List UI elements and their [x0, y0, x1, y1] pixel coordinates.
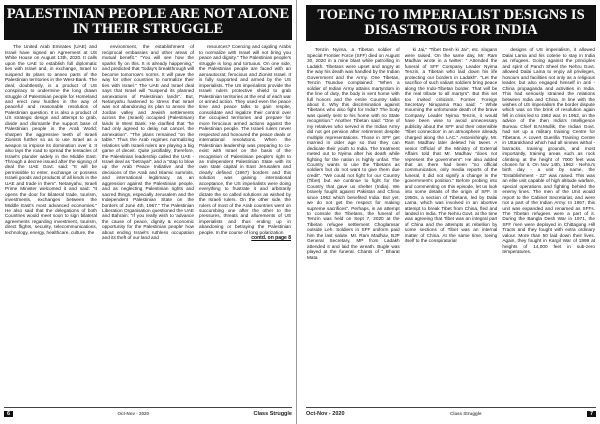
right-columns [302, 47, 600, 414]
left-masthead: Class Struggle [253, 410, 292, 417]
right-page-number: 7 [587, 411, 596, 417]
left-columns [0, 44, 296, 411]
right-column-2-text: ki Jai," "Tibet Desh ki Jai", etc. slogans were raised. On the same day, Mr. Ram Madhav wrote in a twitter: " Attended the funeral of SFF Company Leader Nyima Tenzin, a Tibetan who laid down his life protecting our borders in Ladakh". "Let the sacrifice of such valiant soldiers bring peace along the Indo-Tibetan border. That will be the real tribute to all martyrs". But this set too invited criticism. Former Foreign Secretary Nirupama Rao said: " While mourning the unfortunate death of the brave Company Leader Nyima Tenzin, it would have been wise to avoid unnecessary publicity about the SFF and their ostensible 'Tibet connection' in an atmosphere already charged along the LAC." Astonishingly, Mr. Ram Madhav later deleted his tweet. A senior Official of the Ministry of External Affairs told that Mr. Madhav "does not represent the government". He also added that as there had been "no official communication, only media reports of the funeral, it did not signify a change in the government's position." Before probing into and commenting on this episode, let us look into some details of the origin of SFF. In 1950s, a section of Tibetans, led by Dalai Lama, which was involved in an abortive attempt to break Tibet from China, fled and landed in India. The Nehru Govt. at the time was agreeing that Tibet was an integral part of China and the attempts at rebellion by some sections of Tibet was an internal matter of China. At the same time, toeing itself to the conspiratorial [404, 47, 498, 244]
right-column-1 [307, 47, 400, 414]
right-headline: TOEING TO IMPERIALIST DESIGNS IS DISASTROUS FOR INDIA [306, 5, 596, 41]
continued-note: contd. on page 8 [251, 235, 291, 242]
right-column-1-text: Tenzin Nyima, a Tibetan soldier of Special Frontier Force (SFF) died on August 30, 2020 in a mine blast while patrolling in Ladakh. Tibetans were upset and angry at the way his death was handled by the Indian Government and the Army. One Tibetan, Tenzin Tsundue complained: "When a soldier of Indian Army attains martyrdom in the line of duty, the body is sent home with full honors and the entire Country talks about it. Why this discrimination against Tibetans who also fight for India? The body was quietly sent to his home with no State recognition." Another Tibetan said: "One of my relatives who served in the Indian Army did not get pension after retirement despite multiple representations. Those in SFF get married in older age so that they can dedicate their youth to India. The treatment meted out to Nyima after his death while fighting for the nation is highly unfair. The Country wants to use the Tibetans as soldiers but do not want to give them due credit". "We could not fight for our Country (Tibet) but we continue to fight for the Country that gave us shelter (India). We bravely fought against Pakistan and China since 1962 which benefited India. But yet, we do not get the respect for making supreme sacrifices". Perhaps, in an attempt to console the Tibetans, the funeral of Tenzin was held on Sept 7, 2020 at the Tibetan refugee settlement Choglamsar outside Leh. Soldiers in SFF uniform paid him the last salute. Mr. Ram Madhav, BJP General Secretary, MP from Ladakh attended it and laid the wreath. Bugle was played at the funeral. Chants of " Bharat Mata [307, 47, 400, 260]
right-issue-date: Oct-Nov - 2020 [306, 410, 345, 417]
right-column-2 [405, 47, 498, 414]
left-column-2-text: environment, the establishment of reciprocal embassies and other areas of mutual benefit." "You will see how the sparks fly on this. It is already happening," and predicted that "today's breakthrough will become tomorrow's norms. It will pave the way for other countries to normalize their ties with Israel." The UAE and Israel deal says that Israel will "suspend its planned annexations of Palestinian lands". But, Netanyahu hastened to stress that Israel was not abandoning its plan to annex the Jordan valley and Jewish settlements across the (Israeli) occupied (Palestinian) lands in West Bank. He clarified that "he had only agreed to delay not cancel, the annexation". "The plans remained "on the table." Thus the Arab regimes normalizing relations with Israeli rulers are playing a big game of deceit. Quite justifiably, therefore, the Palestinian leadership called the UAE - Israel deal as "betrayal", and a "stap to blow up the Arab Peace Initiative and the decisions of the Arab and Islamic summits, and international legitimacy, as an aggression against the Palestinian people, and as neglecting Palestinian rights and sacred things, especially Jerusalem and the Independent Palestinian State on the borders of June 4th, 1967." The Palestinian Liberation Organisation questioned the UAE and Bahrain: "If you really wish to 'advance the cause of peace, dignity & economic opportunity for the Palestinian people' how about ending Israel's ruthless occupation and its theft of our land and [102, 44, 194, 241]
right-footer [306, 407, 596, 418]
right-masthead: Class Struggle [449, 411, 482, 416]
left-column-3-text: resources? Coercing and cajoling Arabs to normalize with Israel will not bring you peace and dignity." The Palestinian people's struggle is long and tortuous. On one side, the Palestinian people are faced with an aeroautocrat, ferocious and Zionist Israel. It is fully supported and armed by the US imperialists. The US imperialists provide the Israeli rulers protective shield to grab Palestinian territories at the end of each war or armed action. They used even the peace time and peace talks to gain respite, consolidate and legalize their control over the occupied territories and prepare for more ferocious armed actions against the Palestinian people. The Israeli rulers never respected and honoured the peace deals or international resolutions. When the Palestinian leadership was preparing to co-exist with Israel on the basis of the recognition of Palestinian people's right to an Independent Palestinian State with its own state capital in East Jerusalem and clearly defined (1967) borders and this solution was gaining international acceptance, the US imperialists were doing everything to frustrate it and arbitrarily dictate the so called solutions as wished by the Israeli rulers. On the other side, the rulers of most of the Arab countries went on succumbing one after the other to the pressures, threats and allurements of US imperialists and thus ending up in abandoning or betraying the Palestinian people. In the course of long polarization [199, 44, 291, 235]
right-page [302, 0, 600, 424]
left-page-number: 6 [4, 411, 13, 417]
left-column-3 [199, 44, 291, 411]
left-column-2 [102, 44, 194, 411]
left-issue-date: Oct-Nov - 2020 [117, 411, 150, 416]
left-column-1-text: The United Arab Emirates (UAE) and Israel have signed an Agreement at US White House on August 13th, 2020. It calls upon the UAE to establish full diplomatic ties with Israel and, in exchange, Israel to suspend its plans to annex parts of the Palestinian territories in the West-Bank. The deal, doubtlessly, is a product of US conspiracy to undermine the long drawn struggle of Palestinian people for Homeland and erect new hurdles in the way of peaceful and reasonable resolution of Palestinian question. It is also a product of US strategic design and attempt to grab, divide and dismantle the support base of Palestinian people in the Arab World; sharpen the aggressive teeth of Israeli Zionists further so as to use Israel as a weapon to impose its domination over it. It also lays the road to spread the tentacles of Israel's plunder widely in the Middle East. Through a decree issued after the signing of deal the UAE Govt. said: "It will be permissible to enter, exchange or possess Israeli goods and products of all kinds in the UAE and trade in them". Netanyahu, Israeli Prime Minister welcomed it and said: "It opens the door for bilateral trade, tourism, investments, exchanges between the Middle East's most advanced economies." He also said that the delegations of both Countries would meet soon to sign bilateral agreements regarding investment, tourism, direct flights, security, telecommunications, technology, energy, healthcare, culture, the [5, 44, 97, 235]
left-footer [4, 407, 292, 418]
right-column-3 [502, 47, 595, 414]
left-page [0, 0, 297, 424]
left-headline: PALESTINIAN PEOPLE ARE NOT ALONE IN THEIR STRUGGLE [4, 5, 292, 40]
right-column-3-text: designs of US imperialism, it allowed Dalai Lama and his coterie to stay in India as refugees. Going against the principles and spirit of Panch Sheel the Nehru Govt. allowed Dalai Lama to enjoy all privileges, honours and facilities not only as a religious leader, but also engaged himself in anti - China propaganda and activities in India. This had seriously strained the relations between India and China. In line with the wishes of US imperialism the border dispute which was on the brink of resolution again fell in crisis led to 1962 war. In 1962, on the advice of the then India's Intelligence Bureau Chief B.N.Mullik, the Indian Govt. had set up a military training Centre for Tibetans. A covert Guerilla Training Centre in Uttarakhand which had all sinews withal - barracks, training grounds, and most importantly, training areas such as rock climbing at the height of 7000 feet was chosen for it. On Nov 14th, 1962 - Nehru's birth day - a unit by name, the "Establishment - 22" was raised. This was an elite unit capable of high altitude warfare, special operations and fighting behind the enemy lines. The men of the Unit would report to the Cabinet Secretariat, and were not a part of the Indian Army. In 1967, this unit was expanded and renamed as SFFs. The Tibetan refugees were a part of it. During the Bangla Desh War in 1971, the SFF men were deployed in Chittagong Hill Tracts and they fought with extra ordinary valour. More than 50 laid down their lives. Again, they fought in Kargil War of 1999 at heights of 14,000 feet in sub-zero temperatures. [502, 47, 596, 255]
left-column-1 [5, 44, 97, 411]
